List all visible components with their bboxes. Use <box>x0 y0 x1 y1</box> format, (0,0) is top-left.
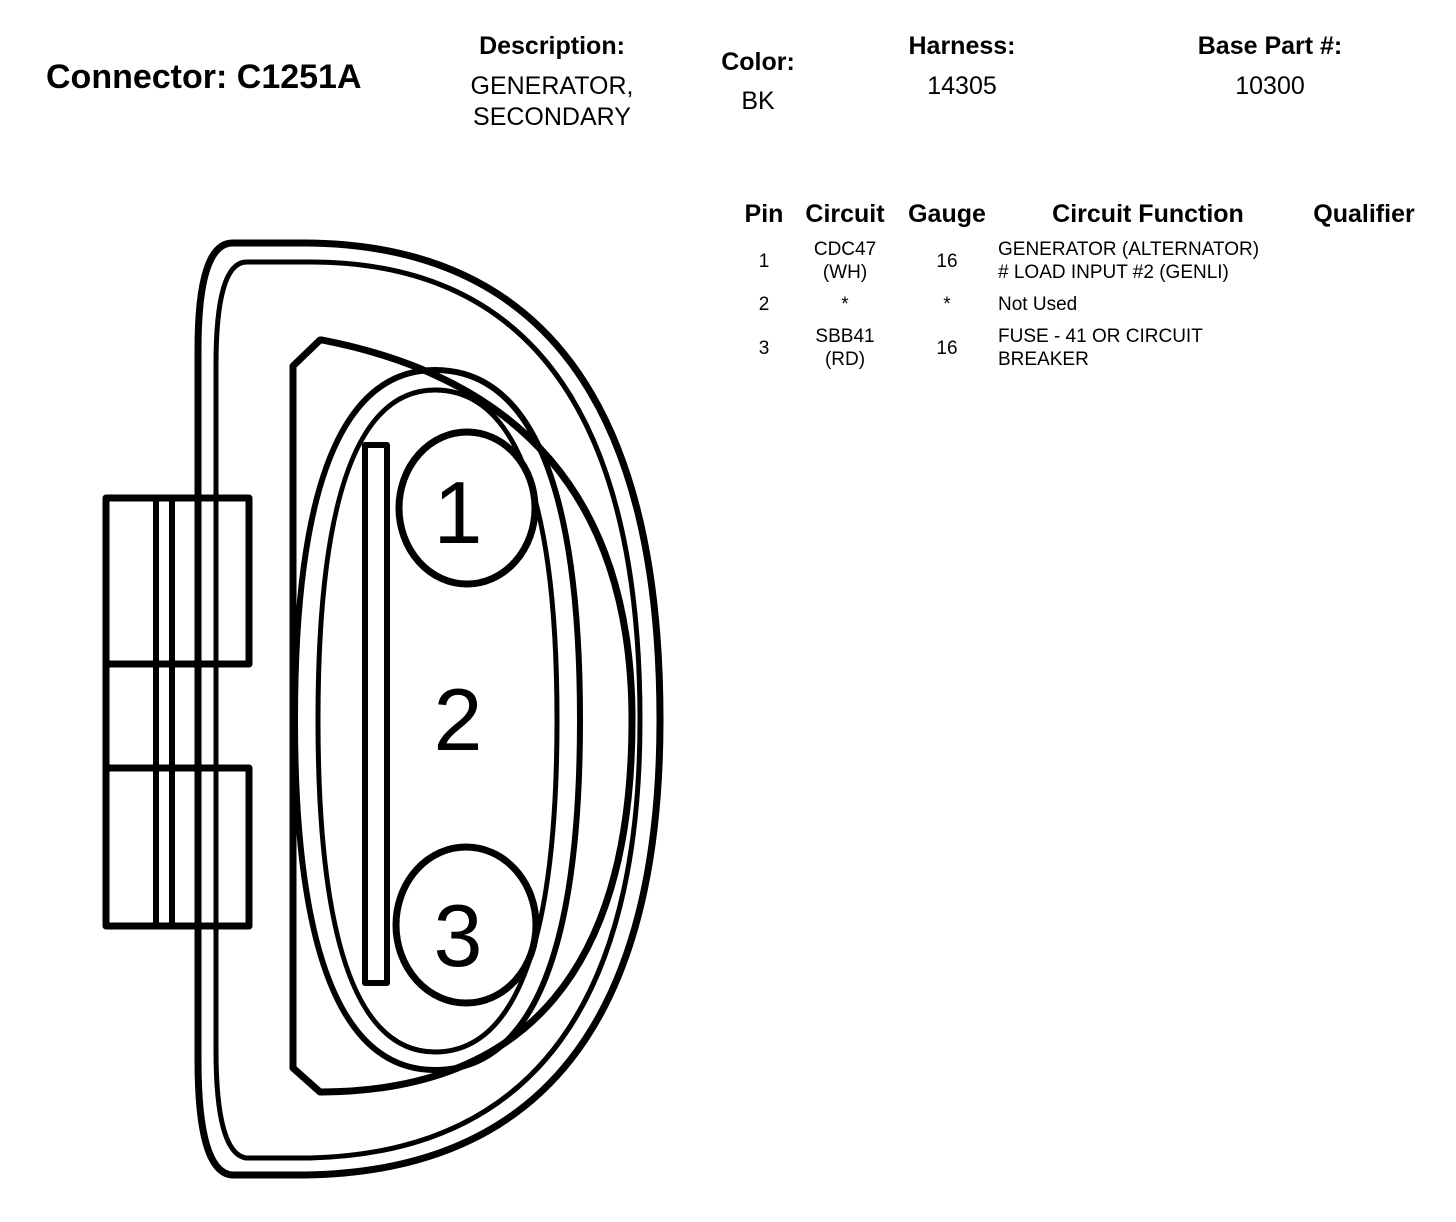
pin-3-label: 3 <box>433 886 483 985</box>
row-1-gauge: 16 <box>936 251 958 272</box>
row-3-gauge: 16 <box>936 338 958 359</box>
row-1-circuit <box>796 238 894 284</box>
color-value: BK <box>741 87 775 115</box>
pin-2-label: 2 <box>433 670 483 769</box>
description-line-2: SECONDARY <box>473 103 631 131</box>
latch-block-bottom <box>106 768 249 926</box>
row-2-function: Not Used <box>998 294 1078 315</box>
row-1-circuit-color: (WH) <box>822 262 868 283</box>
description-line-1: GENERATOR, <box>470 72 634 100</box>
row-3-function-line-2: BREAKER <box>998 349 1089 370</box>
housing-outer-outline <box>198 243 660 1175</box>
base-part-value: 10300 <box>1235 72 1305 100</box>
col-header-qualifier: Qualifier <box>1313 200 1415 228</box>
col-header-pin: Pin <box>744 200 784 228</box>
connector-title: Connector: C1251A <box>46 58 362 96</box>
row-3-circuit-id: SBB41 <box>815 326 875 347</box>
harness-value: 14305 <box>927 72 997 100</box>
description-label: Description: <box>479 32 625 60</box>
col-header-function: Circuit Function <box>1052 200 1244 228</box>
harness-label: Harness: <box>908 32 1016 60</box>
row-1-pin: 1 <box>758 251 770 272</box>
row-1-function-line-1: GENERATOR (ALTERNATOR) <box>998 239 1260 260</box>
connector-face-diagram <box>0 0 700 1222</box>
latch-block-top <box>106 498 249 664</box>
row-3-pin: 3 <box>758 338 770 359</box>
row-1-function-line-2: # LOAD INPUT #2 (GENLI) <box>998 262 1229 283</box>
row-3-function-line-1: FUSE - 41 OR CIRCUIT <box>998 326 1203 347</box>
terminal-bar <box>365 445 387 983</box>
row-2-gauge: * <box>943 294 951 315</box>
row-3-circuit-color: (RD) <box>824 349 866 370</box>
row-1-circuit-id: CDC47 <box>813 239 877 260</box>
row-3-function <box>998 325 1203 371</box>
col-header-gauge: Gauge <box>908 200 986 228</box>
row-2-circuit: * <box>841 294 849 315</box>
housing-inner-outline <box>216 262 640 1158</box>
row-2-pin: 2 <box>758 294 770 315</box>
color-label: Color: <box>721 48 795 76</box>
row-3-circuit <box>796 325 894 371</box>
base-part-label: Base Part #: <box>1197 32 1343 60</box>
row-1-function <box>998 238 1259 284</box>
pin-1-label: 1 <box>433 463 483 562</box>
col-header-circuit: Circuit <box>805 200 885 228</box>
